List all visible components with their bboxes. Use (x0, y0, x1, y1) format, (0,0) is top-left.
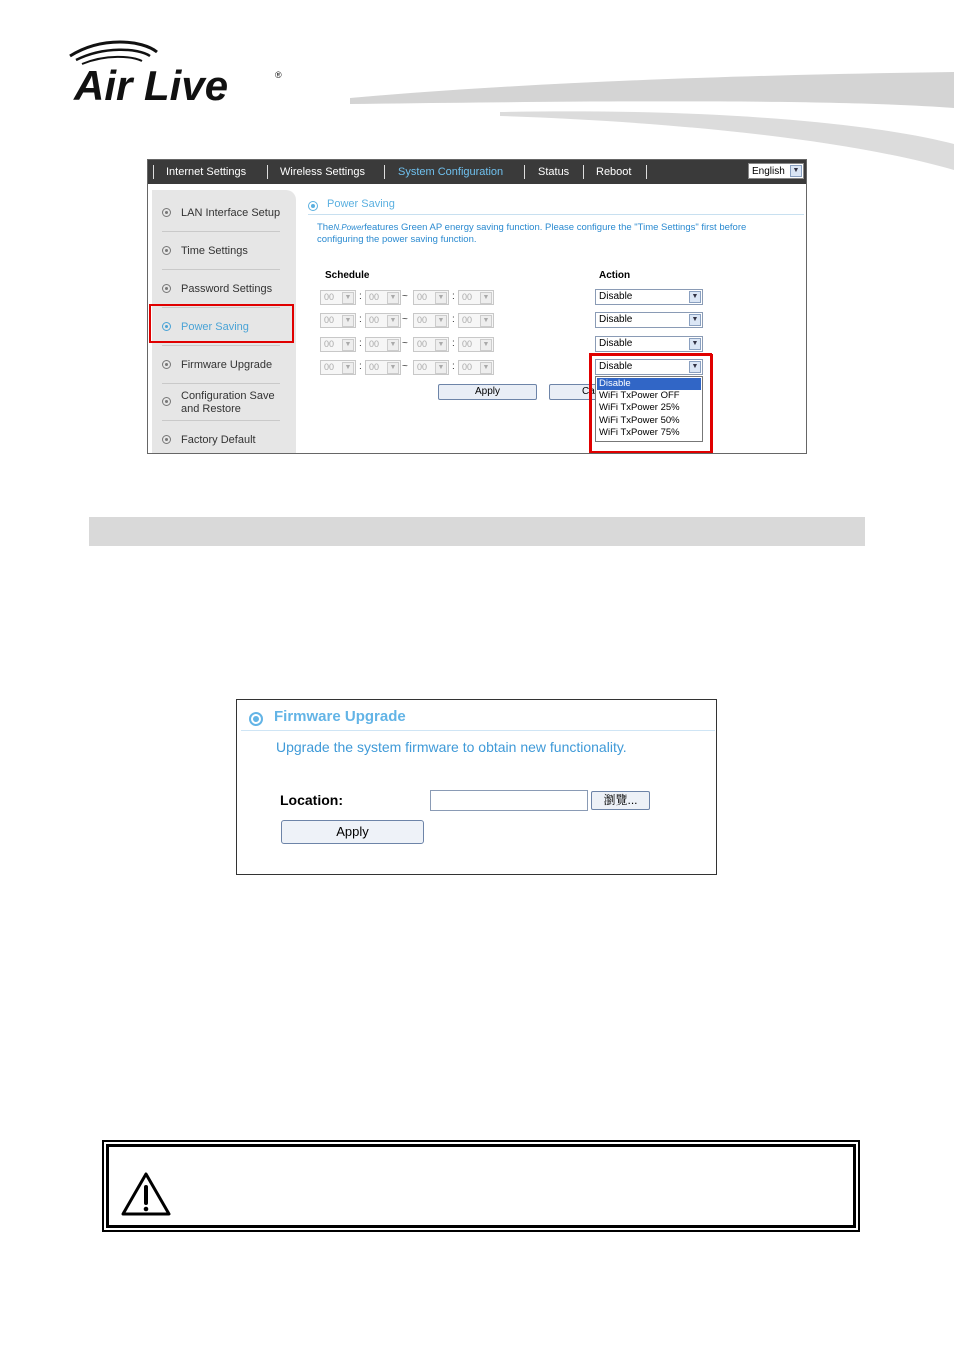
end-minute-select-value: 00 (462, 362, 473, 372)
firmware-description: Upgrade the system firmware to obtain new functionality. (276, 739, 627, 755)
end-minute-select-value: 00 (462, 315, 473, 325)
chevron-down-icon: ▼ (342, 362, 354, 374)
end-minute-select-value: 00 (462, 292, 473, 302)
range-separator: ~ (402, 338, 408, 349)
page-title: Power Saving (327, 198, 395, 210)
end-hour-select[interactable] (413, 337, 449, 352)
start-minute-select-value: 00 (369, 362, 380, 372)
nav-status[interactable]: Status (538, 166, 570, 178)
chevron-down-icon: ▼ (387, 315, 399, 327)
cancel-button[interactable]: Ca (549, 384, 599, 400)
highlight-power-saving (149, 304, 294, 343)
time-colon: : (359, 361, 362, 372)
airlive-logo (62, 40, 292, 110)
time-colon: : (359, 291, 362, 302)
action-value: Disable (599, 338, 633, 349)
time-colon: : (359, 338, 362, 349)
chevron-down-icon: ▼ (689, 338, 701, 350)
end-hour-select[interactable] (413, 290, 449, 305)
range-separator: ~ (402, 291, 408, 302)
chevron-down-icon: ▼ (790, 165, 802, 177)
start-minute-select-value: 00 (369, 292, 380, 302)
start-hour-select-value: 00 (324, 292, 335, 302)
start-hour-select-value: 00 (324, 362, 335, 372)
nav-wireless-settings[interactable]: Wireless Settings (280, 166, 365, 178)
logo-wordmark: Air Live (74, 62, 229, 109)
chevron-down-icon: ▼ (387, 362, 399, 374)
chevron-down-icon: ▼ (435, 292, 447, 304)
end-hour-select-value: 00 (417, 339, 428, 349)
chevron-down-icon: ▼ (342, 339, 354, 351)
firmware-title: Firmware Upgrade (274, 708, 406, 725)
time-colon: : (452, 291, 455, 302)
range-separator: ~ (402, 361, 408, 372)
nav-reboot[interactable]: Reboot (596, 166, 632, 178)
logo-registered: ® (275, 70, 282, 80)
dropdown-option[interactable]: WiFi TxPower 50% (599, 415, 680, 426)
language-value: English (752, 166, 785, 177)
action-value: Disable (599, 314, 633, 325)
end-minute-select[interactable] (458, 313, 494, 328)
end-hour-select[interactable] (413, 313, 449, 328)
chevron-down-icon: ▼ (689, 291, 701, 303)
time-colon: : (452, 314, 455, 325)
npower-brand: N.Power (333, 223, 365, 232)
action-select[interactable] (595, 312, 703, 328)
dropdown-option[interactable]: WiFi TxPower 75% (599, 427, 680, 438)
start-hour-select[interactable] (320, 360, 356, 375)
location-label: Location: (280, 792, 343, 808)
chevron-down-icon: ▼ (689, 314, 701, 326)
dropdown-option[interactable]: Disable (597, 378, 701, 390)
range-separator: ~ (402, 314, 408, 325)
chevron-down-icon: ▼ (480, 292, 492, 304)
chevron-down-icon: ▼ (435, 315, 447, 327)
nav-internet-settings[interactable]: Internet Settings (166, 166, 247, 178)
firmware-apply-button[interactable]: Apply (281, 820, 424, 844)
end-hour-select-value: 00 (417, 315, 428, 325)
section-heading-bar (89, 517, 865, 546)
page-description: TheN.Powerfeatures Green AP energy saving function. Please configure the "Time Settings" first before configuring the power saving function. (317, 222, 747, 245)
section-bullet-icon (249, 712, 263, 726)
schedule-header: Schedule (325, 270, 370, 281)
warning-triangle-icon (120, 1171, 172, 1217)
end-minute-select-value: 00 (462, 339, 473, 349)
end-hour-select[interactable] (413, 360, 449, 375)
action-select[interactable] (595, 336, 703, 352)
action-select[interactable] (595, 289, 703, 305)
start-minute-select-value: 00 (369, 339, 380, 349)
end-minute-select[interactable] (458, 337, 494, 352)
start-minute-select[interactable] (365, 337, 401, 352)
title-divider (241, 730, 715, 731)
chevron-down-icon: ▼ (480, 362, 492, 374)
end-minute-select[interactable] (458, 360, 494, 375)
chevron-down-icon: ▼ (689, 361, 701, 373)
end-hour-select-value: 00 (417, 292, 428, 302)
chevron-down-icon: ▼ (342, 315, 354, 327)
browse-button[interactable]: 瀏覽... (591, 791, 650, 810)
nav-system-configuration[interactable]: System Configuration (398, 166, 504, 178)
time-colon: : (452, 338, 455, 349)
highlight-action-dropdown-outline (589, 353, 712, 453)
start-hour-select[interactable] (320, 313, 356, 328)
start-minute-select[interactable] (365, 290, 401, 305)
start-hour-select[interactable] (320, 290, 356, 305)
end-hour-select-value: 00 (417, 362, 428, 372)
time-colon: : (452, 361, 455, 372)
location-file-input[interactable] (430, 790, 588, 811)
chevron-down-icon: ▼ (387, 292, 399, 304)
start-minute-select[interactable] (365, 313, 401, 328)
time-colon: : (359, 314, 362, 325)
start-hour-select-value: 00 (324, 315, 335, 325)
action-header: Action (599, 270, 631, 281)
chevron-down-icon: ▼ (387, 339, 399, 351)
start-hour-select[interactable] (320, 337, 356, 352)
warning-box (106, 1144, 856, 1228)
start-minute-select-value: 00 (369, 315, 380, 325)
chevron-down-icon: ▼ (480, 339, 492, 351)
chevron-down-icon: ▼ (480, 315, 492, 327)
chevron-down-icon: ▼ (435, 362, 447, 374)
chevron-down-icon: ▼ (435, 339, 447, 351)
apply-button[interactable]: Apply (438, 384, 537, 400)
action-value: Disable (599, 291, 633, 302)
chevron-down-icon: ▼ (342, 292, 354, 304)
dropdown-option[interactable]: WiFi TxPower 25% (599, 402, 680, 413)
dropdown-option[interactable]: WiFi TxPower OFF (599, 390, 680, 401)
sidebar: LAN Interface Setup Time Settings Password Settings Power Saving Firmware Upgrade Configuration Save and Restore Factory Default (152, 190, 296, 453)
end-minute-select[interactable] (458, 290, 494, 305)
start-hour-select-value: 00 (324, 339, 335, 349)
start-minute-select[interactable] (365, 360, 401, 375)
action-value: Disable (599, 361, 633, 372)
firmware-upgrade-screenshot (236, 699, 717, 875)
